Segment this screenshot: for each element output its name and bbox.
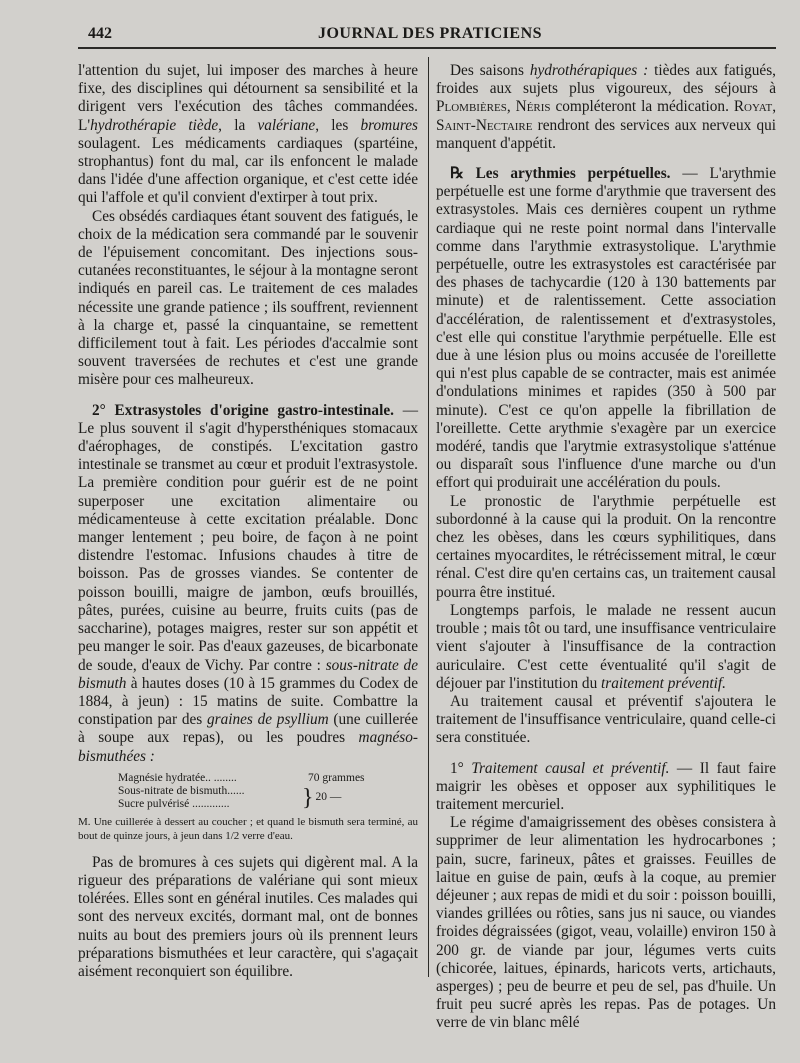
formula-quantity: 70 grammes [308,771,365,784]
page-header [0,0,800,50]
prescription-note: M. Une cuillerée à dessert au coucher ; et quand le bismuth sera terminé, au bout de quinze jours, à jeun dans 1/2 verre d'eau. [78,815,418,843]
section-heading: Les arythmies perpétuelles. [463,165,671,183]
section-heading: 2° Extrasystoles d'origine gastro-intestinale. [92,401,394,419]
right-column [436,62,776,1033]
section-paragraph: 2° Extrasystoles d'origine gastro-intestinale. — Le plus souvent il s'agit d'hypersthéniques stomacaux d'aérophages, de constipés. L'excitation gastro intestinale se transmet au cœur et produit l'extrasystole. La première condition pour guérir est de ne point superposer une excitation alimentaire ou médicamenteuse à cette excitation préalable. Donc manger lentement ; peu boire, de façon à ne point distendre l'estomac. Infusions chaudes à titre de boisson. Pas de grosses viandes. Se contenter de poisson bouilli, maigre de jambon, œufs brouillés, pâtes, purées, cuisine au beurre, fruits cuits (pas de saccharine), potages maigres, rester sur son appétit et peu manger le soir. Pas d'eaux gazeuses, de bicarbonate de soude, d'eaux de Vichy. Par contre : sous-nitrate de bismuth à hautes doses (10 à 15 grammes du Codex de 1884, à jeun) : 15 matins de suite. Combattre la constipation par des graines de psyllium (une cuillerée à soupe aux repas), ou les poudres magnéso-bismuthées : [78,401,419,765]
prescription-formula [118,772,418,811]
paragraph: Longtemps parfois, le malade ne ressent aucun trouble ; mais tôt ou tard, une insuffisance ventriculaire vient s'ajouter à l'insuffisance de la contraction auriculaire. C'est cette éventualité qu'il s'agit de déjouer par l'institution du traitement préventif. [436,601,776,692]
column-divider [428,57,429,977]
paragraph: Au traitement causal et préventif s'ajoutera le traitement de l'insuffisance ventriculaire, quand celle-ci sera constituée. [436,692,776,747]
formula-ingredient: Magnésie hydratée.. ........ [118,771,237,784]
section-paragraph: ℞ Les arythmies perpétuelles. — L'arythmie perpétuelle est une forme d'arythmie que traversent des extrasystoles. Mais ces dernières coupent un rythme cardiaque qui ne reste point normal dans l'intervalle comme dans l'arythmie extrasystolique. L'arythmie perpétuelle, outre les extrasystoles est caractérisée par des phases de tachycardie (120 à 130 battements par minute) et de ralentissement. Cette association d'accélération, de ralentissement et d'extrasystoles, c'est elle qui constitue l'arythmie perpétuelle. Elle est due à une lésion plus ou moins accusée de l'oreillette qui n'est plus capable de se contracter, mais est animée d'ondulations minimes et rapides (350 à 500 par minute). C'est ce qu'on appelle la fibrillation de l'oreillette. Cette arythmie s'exagère par un exercice modéré, tandis que l'arytmie extrasystolique s'atténue ou disparaît sous l'influence d'une marche ou d'un effort qui produirait une accélération du pouls. [436,165,776,492]
section-paragraph: 1° Traitement causal et préventif. — Il faut faire maigrir les obèses et opposer aux syphilitiques le traitement mercuriel. [436,759,776,813]
paragraph: Pas de bromures à ces sujets qui digèrent mal. A la rigueur des préparations de valériane qui sont mieux tolérées. Elles sont en général inutiles. Ces malades qui sont des nerveux excités, dormant mal, ont de bonnes nuits au bout des premiers jours où ils prennent leurs préparations bismuthées et leur caractère, qui s'agaçait aisément reconquiert son équilibre. [78,853,418,980]
formula-ingredient: Sucre pulvérisé ............. [118,797,230,810]
paragraph: Ces obsédés cardiaques étant souvent des fatigués, le choix de la médication sera commandé par le souvenir de l'épuisement concomitant. Des injections sous-cutanées reconstituantes, le séjour à la montagne seront indiqués en pareil cas. Le traitement de ces malades nécessite une grande patience ; ils souffrent, reviennent à la charge et, passé la cinquantaine, se remettent difficilement tout à fait. Les périodes d'accalmie sont souvent traversées de rechutes et c'est une grande misère pour ces malheureux. [78,207,418,389]
journal-title: JOURNAL DES PRATICIENS [317,25,543,42]
paragraph: l'attention du sujet, lui imposer des marches à heure fixe, des disciplines qui détournent sa sensibilité et la dirigent vers l'exécution des tâches commandées. L'hydrothérapie tiède, la valériane, les bromures soulagent. Les médicaments cardiaques (spartéine, strophantus) font du mal, car ils enfoncent le malade dans l'idée d'une affection organique, et c'est cette idée qui l'affole et qu'il convient d'extirper à tout prix. [78,62,418,207]
paragraph: Le pronostic de l'arythmie perpétuelle est subordonné à la cause qui la produit. On la rencontre chez les obèses, dans les cœurs syphilitiques, dans certaines myocardites, le rétrécissement mitral, le cœur rénal. C'est dire qu'en certains cas, un traitement causal pourra être institué. [436,492,776,601]
page-number: 442 [88,25,112,42]
paragraph: Des saisons hydrothérapiques : tièdes aux fatigués, froides aux sujets plus vigoureux, des séjours à Plombières, Néris compléteront la médication. Royat, Saint-Nectaire rendront des services aux nerveux qui manquent d'appétit. [436,62,777,152]
formula-ingredient: Sous-nitrate de bismuth...... [118,784,245,797]
prescription-mark-icon: ℞ [450,165,464,183]
paragraph: Le régime d'amaigrissement des obèses consistera à supprimer de leur alimentation les hydrocarbones ; pain, sucre, farineux, pâtes et graisses. Feuilles de laitue en guise de pain, œufs à la coque, au premier déjeuner ; aux repas de midi et du soir : poisson bouilli, viandes grillées ou rôties, sans jus ni sauce, ou viandes froides dégraissées (gigot, veau, volaille) environ 150 à 200 gr. de viande par jour, légumes verts cuits (chicorée, laitues, épinards, haricots verts, artichauts, asperges) ; peu de beurre et peu de sel, pas d'huile. Un fruit peu sucré après les repas. Pas de potages. Un verre de vin blanc mêlé [436,814,776,1032]
section-heading: Traitement causal et préventif. [471,759,670,777]
header-rule [78,47,776,49]
brace-symbol: } [302,784,314,811]
left-column [78,62,418,981]
formula-quantity: 20 — [315,791,342,804]
